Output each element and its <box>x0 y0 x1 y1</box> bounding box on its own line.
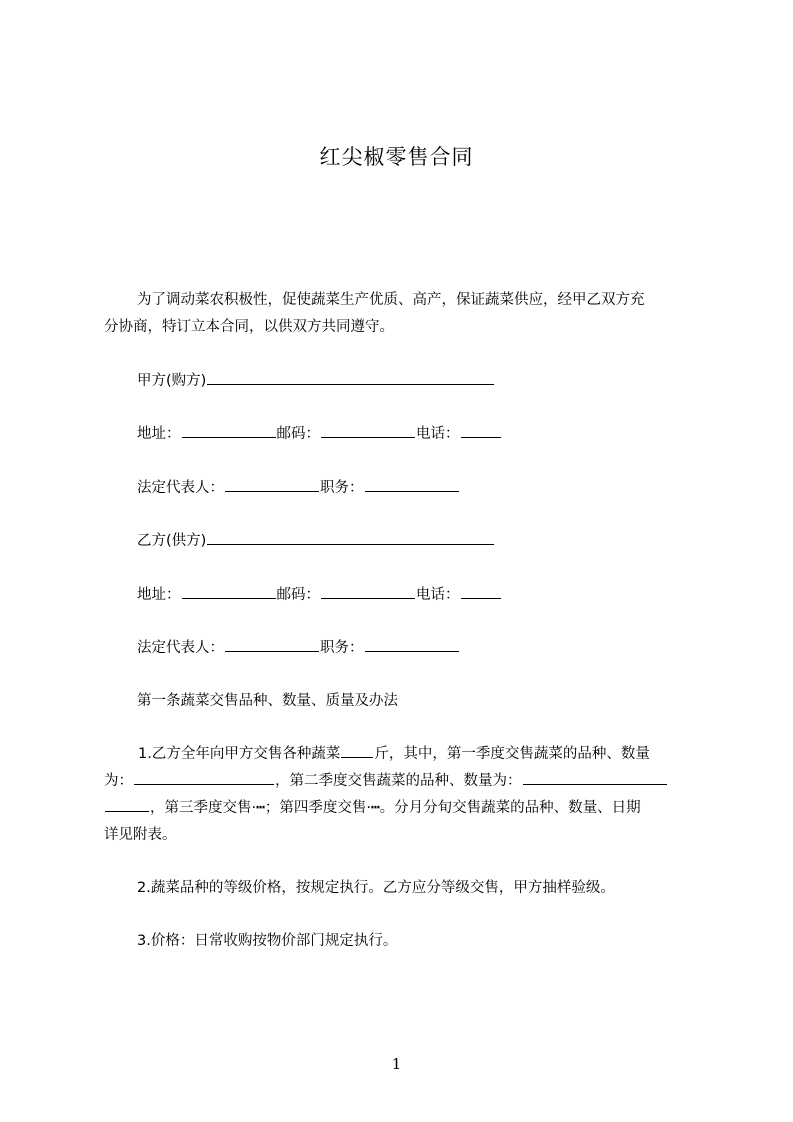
item-1-line-4 <box>104 822 704 849</box>
party-b-line <box>104 528 704 555</box>
party-a-phone-blank[interactable] <box>461 422 501 438</box>
party-b-rep-line <box>104 635 704 662</box>
party-b-contact-line <box>104 582 704 609</box>
party-a-phone-label: 电话： <box>416 426 460 442</box>
intro-line-1 <box>104 287 704 314</box>
party-a-label: 甲方(购方) <box>137 373 207 389</box>
party-a-name-blank[interactable] <box>207 369 494 385</box>
party-b-postcode-label: 邮码： <box>276 587 320 603</box>
item-1-part4: 详见附表。 <box>104 827 177 843</box>
intro-text-2: 分协商，特订立本合同，以供双方共同遵守。 <box>104 319 394 335</box>
item-1-line-1 <box>104 741 704 768</box>
item-1-part2-mid: ，第二季度交售蔬菜的品种、数量为： <box>275 773 522 789</box>
party-a-address-label: 地址： <box>137 426 181 442</box>
article-1-item-2 <box>104 875 704 902</box>
article-1-heading-text: 第一条蔬菜交售品种、数量、质量及办法 <box>137 693 398 709</box>
article-1-item-1 <box>104 741 704 849</box>
party-a-rep-label: 法定代表人： <box>137 480 224 496</box>
document-title: 红尖椒零售合同 <box>319 145 474 169</box>
party-b-name-blank[interactable] <box>207 529 494 545</box>
party-a-rep-blank[interactable] <box>225 476 319 492</box>
party-a-postcode-blank[interactable] <box>321 422 415 438</box>
intro-paragraph <box>104 287 704 341</box>
item-1-prefix: 1.乙方全年向甲方交售各种蔬菜 <box>138 746 341 762</box>
item-1-part1-tail: 斤，其中，第一季度交售蔬菜的品种、数量 <box>374 746 650 762</box>
party-b-postcode-blank[interactable] <box>321 583 415 599</box>
intro-line-2 <box>104 314 704 341</box>
party-a-position-label: 职务： <box>320 480 364 496</box>
party-b-address-label: 地址： <box>137 587 181 603</box>
party-a-postcode-label: 邮码： <box>276 426 320 442</box>
item-1-part2-head: 为： <box>104 773 133 789</box>
q2-quantity-blank-cont[interactable] <box>105 796 149 812</box>
item-1-line-2 <box>104 768 704 795</box>
party-b-rep-label: 法定代表人： <box>137 640 224 656</box>
party-a-contact-line <box>104 421 704 448</box>
q1-quantity-blank[interactable] <box>134 769 274 785</box>
party-a-line <box>104 368 704 395</box>
page-number: 1 <box>391 1055 402 1073</box>
party-b-label: 乙方(供方) <box>137 533 207 549</box>
item-1-part3-mid: ，第三季度交售·┅；第四季度交售·┅。分月分旬交售蔬菜的品种、数量、日期 <box>150 800 641 816</box>
party-b-rep-blank[interactable] <box>225 636 319 652</box>
item-3-text: 3.价格：日常收购按物价部门规定执行。 <box>137 933 398 949</box>
party-a-address-blank[interactable] <box>182 422 276 438</box>
party-a-position-blank[interactable] <box>365 476 459 492</box>
total-quantity-blank[interactable] <box>341 742 373 758</box>
party-b-position-label: 职务： <box>320 640 364 656</box>
q2-quantity-blank[interactable] <box>523 769 667 785</box>
item-2-text: 2.蔬菜品种的等级价格，按规定执行。乙方应分等级交售，甲方抽样验级。 <box>137 880 615 896</box>
intro-text-1: 为了调动菜农积极性，促使蔬菜生产优质、高产，保证蔬菜供应，经甲乙双方充 <box>137 292 645 308</box>
party-b-address-blank[interactable] <box>182 583 276 599</box>
item-1-line-3 <box>104 795 704 822</box>
party-b-position-blank[interactable] <box>365 636 459 652</box>
party-b-phone-blank[interactable] <box>461 583 501 599</box>
article-1-item-3 <box>104 928 704 955</box>
party-b-phone-label: 电话： <box>416 587 460 603</box>
article-1-heading <box>104 688 704 715</box>
party-a-rep-line <box>104 475 704 502</box>
